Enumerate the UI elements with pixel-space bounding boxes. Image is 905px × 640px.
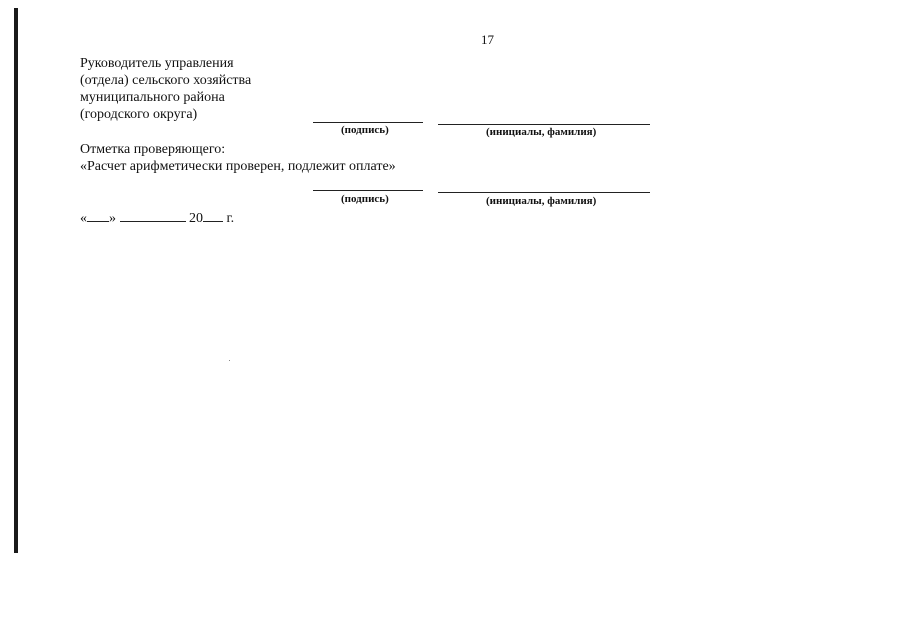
scan-speck: [229, 360, 230, 361]
name-caption-1: (инициалы, фамилия): [486, 126, 597, 138]
signature-caption-1: (подпись): [341, 124, 389, 136]
signature-line-1: [313, 122, 423, 123]
date-close-quote: »: [109, 211, 116, 226]
page-number: 17: [481, 32, 494, 47]
head-title-line-2: (отдела) сельского хозяйства: [80, 73, 252, 88]
name-line-2: [438, 192, 650, 193]
checker-statement: «Расчет арифметически проверен, подлежит оплате»: [80, 159, 396, 174]
signature-caption-2: (подпись): [341, 193, 389, 205]
year-prefix: 20: [189, 211, 203, 226]
signature-line-2: [313, 190, 423, 191]
checker-title: Отметка проверяющего:: [80, 142, 226, 157]
year-blank: [203, 209, 223, 222]
name-caption-2: (инициалы, фамилия): [486, 195, 597, 207]
head-title-line-4: (городского округа): [80, 107, 198, 122]
head-title-line-1: Руководитель управления: [80, 56, 234, 71]
year-suffix: г.: [226, 211, 235, 226]
head-title-line-3: муниципального района: [80, 90, 225, 105]
month-blank: [120, 209, 186, 222]
date-line: [80, 209, 234, 227]
date-open-quote: «: [80, 211, 87, 226]
name-line-1: [438, 124, 650, 125]
day-blank: [87, 209, 109, 222]
scan-edge-bar: [14, 8, 18, 553]
